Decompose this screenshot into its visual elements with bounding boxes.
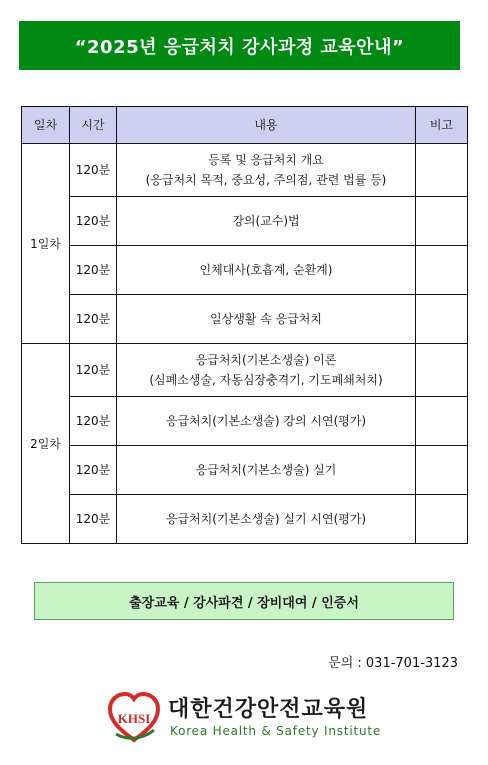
note-cell [416,397,468,446]
schedule-table [21,106,468,544]
time-cell: 120분 [70,295,117,344]
table-row [22,446,468,495]
table-row [22,144,468,197]
content-cell: 응급처치(기본소생술) 실기 시연(평가) [117,495,416,544]
content-line: 등록 및 응급처치 개요 [208,153,324,167]
logo-mark-text: KHSI [117,711,151,726]
content-cell: 인체대사(호흡계, 순환계) [117,246,416,295]
day-cell: 1일차 [22,144,70,344]
table-row [22,197,468,246]
note-cell [416,197,468,246]
header-content: 내용 [117,107,416,144]
time-cell: 120분 [70,246,117,295]
table-row [22,295,468,344]
content-cell: 강의(교수)법 [117,197,416,246]
content-cell: 응급처치(기본소생술) 실기 [117,446,416,495]
content-cell [117,344,416,397]
note-cell [416,295,468,344]
institute-name-en: Korea Health & Safety Institute [170,724,382,738]
contact-info: 문의 : 031-701-3123 [328,656,458,671]
note-cell [416,246,468,295]
institute-name-ko: 대한건강안전교육원 [168,697,369,722]
note-cell [416,495,468,544]
time-cell: 120분 [70,397,117,446]
header-day: 일차 [22,107,70,144]
note-cell [416,446,468,495]
content-subline: (심폐소생술, 자동심장충격기, 기도폐쇄처치) [149,373,383,387]
table-header-row [22,107,468,144]
content-subline: (응급처치 목적, 중요성, 주의점, 관련 법률 등) [145,173,387,187]
services-banner: 출장교육 / 강사파견 / 장비대여 / 인증서 [34,582,454,620]
note-cell [416,344,468,397]
institute-logo [106,690,396,748]
content-line: 응급처치(기본소생술) 이론 [195,353,337,367]
content-cell: 응급처치(기본소생술) 강의 시연(평가) [117,397,416,446]
time-cell: 120분 [70,197,117,246]
table-row [22,397,468,446]
time-cell: 120분 [70,144,117,197]
table-row [22,246,468,295]
header-note: 비고 [416,107,468,144]
day-cell: 2일차 [22,344,70,544]
page-title: “2025년 응급처치 강사과정 교육안내” [19,21,460,70]
time-cell: 120분 [70,495,117,544]
time-cell: 120분 [70,344,117,397]
time-cell: 120분 [70,446,117,495]
header-time: 시간 [70,107,117,144]
table-row [22,344,468,397]
content-cell [117,144,416,197]
heart-logo-icon [106,690,162,744]
content-cell: 일상생활 속 응급처치 [117,295,416,344]
table-row [22,495,468,544]
note-cell [416,144,468,197]
